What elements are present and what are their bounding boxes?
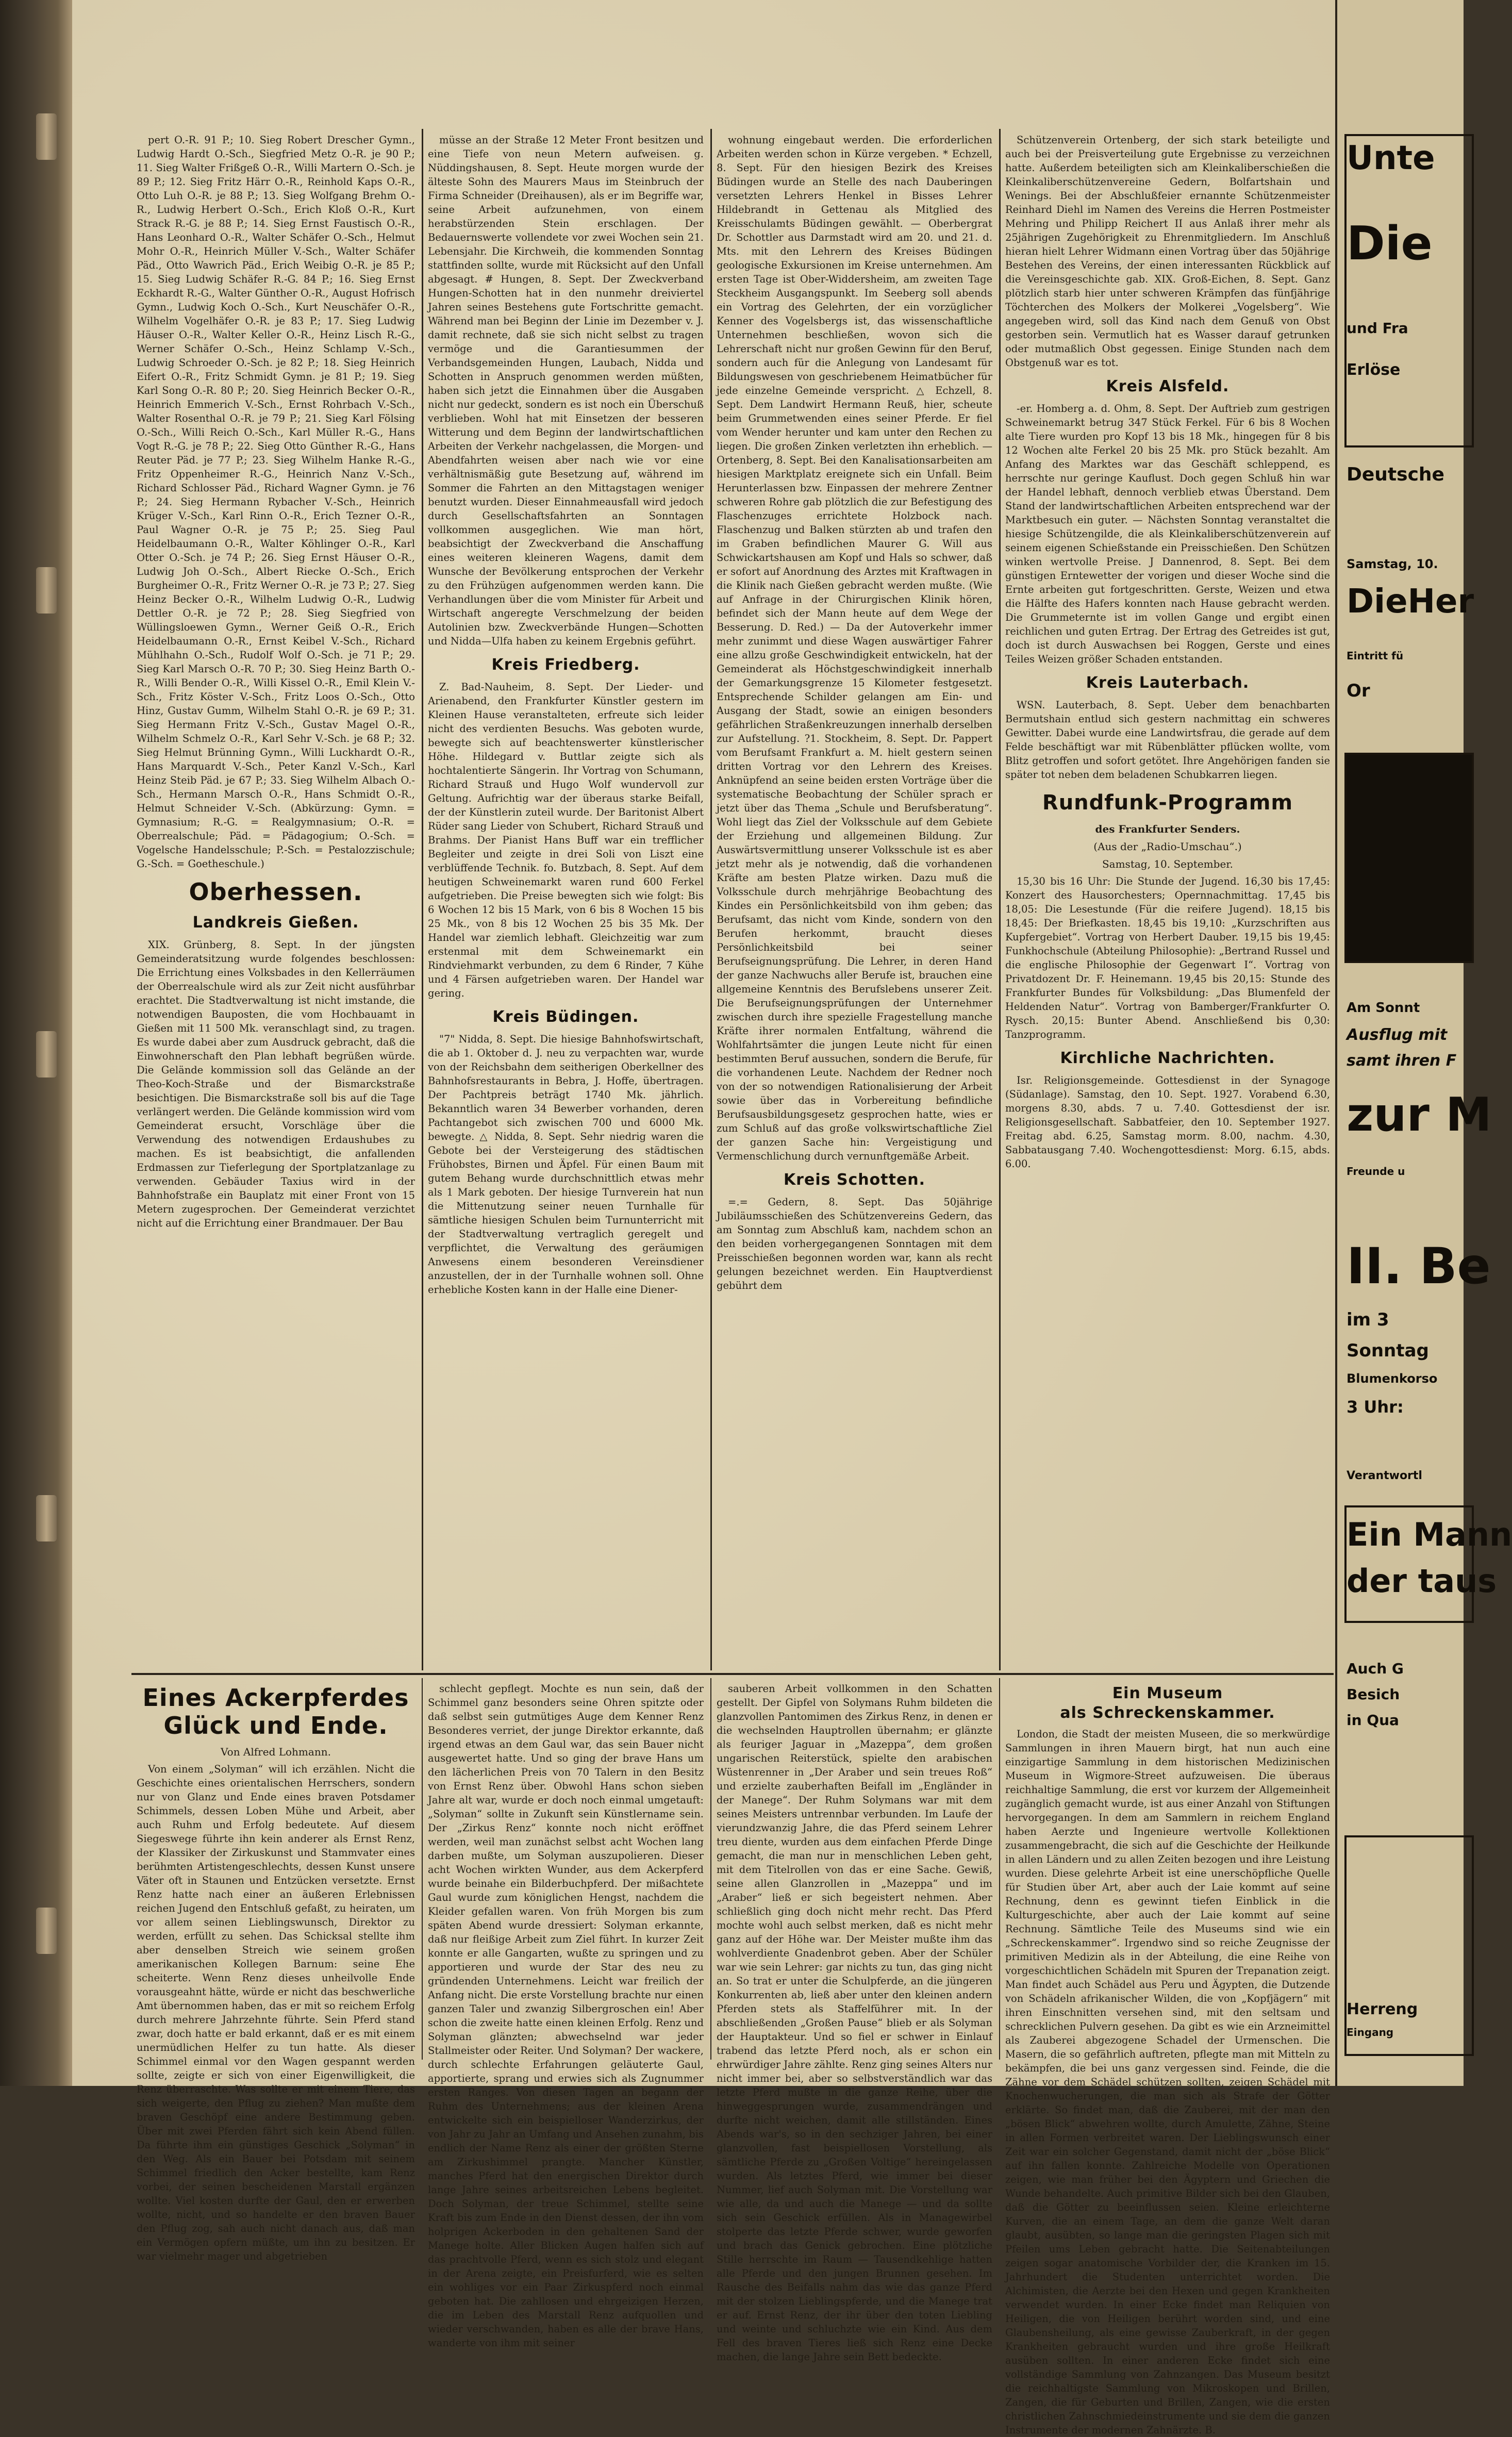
sport-results-text: pert O.-R. 91 P.; 10. Sieg Robert Drescher Gymn., Ludwig Hardt O.-Sch., Siegfried Metz O.-R. je 90 P.; 11. Sieg Walter Frißgeß O.-R., Willi Martern O.-Sch. je 89 P.; 12. Sieg Fritz Härr O.-R., Reinhold Kaps O.-R., Otto Luh O.-R. je 88 P.; 13. Sieg Wolfgang Brehm O.-R., Ludwig Herbert O.-Sch., Erich Kloß O.-R., Kurt Strack R.-G. je 88 P.; 14. Sieg Ernst Faustisch O.-R., Hans Leonhard O.-R., Walter Schäfer O.-Sch., Helmut Mohr O.-R., Heinrich Müller V.-Sch., Walter Schäfer Päd., Otto Wawrich Päd., Erich Weibig O.-R. je 85 P.; 15. Sieg Ludwig Schäfer R.-G. 84 P.; 16. Sieg Ernst Eckhardt R.-G., Walter Günther O.-R., August Hofrisch Gymn., Ludwig Koch O.-Sch., Kurt Neuschäfer O.-R., Wilhelm Vogelhäfer O.-R. je 83 P.; 17. Sieg Ludwig Häuser O.-R., Walter Keller O.-R., Heinz Lisch R.-G., Werner Schäfer O.-Sch., Heinz Schlamp V.-Sch., Ludwig Schroeder O.-Sch. je 82 P.; 18. Sieg Heinrich Eifert O.-R., Fritz Schmidt Gymn. je 81 P.; 19. Sieg Karl Song O.-R. 80 P.; 20. Sieg Heinrich Becker O.-R., Heinrich Emmerich V.-Sch., Ernst Rohrbach V.-Sch., Walter Rosenthal O.-R. je 79 P.; 21. Sieg Karl Fölsing O.-Sch., Willi Reich O.-Sch., Karl Müller R.-G., Hans Vogt R.-G. je 78 P.; 22. Sieg Otto Günther R.-G., Hans Reuter Päd. je 77 P.; 23. Sieg Wilhelm Hanke R.-G., Fritz Oppenheimer R.-G., Heinrich Nanz V.-Sch., Richard Schlosser Päd., Richard Wagner Gymn. je 76 P.; 24. Sieg Hermann Rybacher V.-Sch., Heinrich Krüger V.-Sch., Karl Rinn O.-R., Erich Tezner O.-R., Paul Wagner O.-R. je 75 P.; 25. Sieg Paul Heidelbaumann O.-R., Walter Köhlinger O.-R., Karl Otter O.-Sch. je 74 P.; 26. Sieg Ernst Häuser O.-R., Ludwig Joh O.-Sch., Albert Riecke O.-Sch., Erich Burgheimer O.-R., Fritz Werner O.-R. je 73 P.; 27. Sieg Heinz Becker O.-R., Wilhelm Ludwig O.-R., Ludwig Dettler O.-R. je 72 P.; 28. Sieg Siegfried von Wüllingsloewen Gymn., Werner Geiß O.-R., Erich Heidelbaumann O.-R., Ernst Keibel V.-Sch., Richard Mühlhahn O.-Sch., Rudolf Wolf O.-Sch. je 71 P.; 29. Sieg Karl Marsch O.-R. 70 P.; 30. Sieg Heinz Barth O.-R., Willi Bender O.-R., Willi Kissel O.-R., Emil Klein V.-Sch., Fritz Köster V.-Sch., Fritz Loos O.-Sch., Otto Hinz, Gustav Gumm, Wilhelm Stahl O.-R. je 69 P.; 31. Sieg Hermann Fritz V.-Sch., Gustav Magel O.-R., Wilhelm Schmelz O.-R., Karl Sehr V.-Sch. je 68 P.; 32. Sieg Helmut Brünning Gymn., Willi Luckhardt O.-R., Hans Marquardt V.-Sch., Peter Kanzl V.-Sch., Karl Heinz Steib Päd. je 67 P.; 33. Sieg Wilhelm Albach O.-Sch., Hermann Marsch O.-R., Hans Schmidt O.-R., Helmut Schneider V.-Sch. (Abkürzung: Gymn. = Gymnasium; R.-G. = Realgymnasium; O.-R. = Oberrealschule; Päd. = Pädagogium; O.-Sch. = Vogelsche Handelsschule; P.-Sch. = Pestalozzischule; G.-Sch. = Goetheschule.) xyxy=(137,134,415,870)
section-heading-buedingen: Kreis Büdingen. xyxy=(492,1008,639,1026)
ad-text: zur M xyxy=(1347,1088,1492,1142)
section-heading-friedberg: Kreis Friedberg. xyxy=(491,656,640,674)
ad-text: Ausflug mit xyxy=(1347,1026,1448,1044)
ad-text: Blumenkorso xyxy=(1347,1371,1438,1386)
ad-text: Samstag, 10. xyxy=(1347,557,1438,571)
radio-program-text: 15,30 bis 16 Uhr: Die Stunde der Jugend. 16,30 bis 17,45: Konzert des Hausorchesters; Opernnachmittag. 17,45 bis 18,05: Die Lesestunde (Für die reifere Jugend). 18,15 bis 18,45: Der Briefkasten. 18,45 bis 19,10: „Kurzschriften aus Kupfergebiet“. Vortrag von Herbert Dauber. 19,15 bis 19,45: Funkhochschule (Abteilung Philosophie): „Bertrand Russel und die englische Philosophie der Gegenwart I“. Vortrag von Privatdozent Dr. F. Heinemann. 19,45 bis 20,15: Stunde des Frankfurter Bundes für Volksbildung: „Das Blumenfeld der Heldenden Natur“. Vortrag von Bamberger/Frankfurter O. Rysch. 20,15: Bunter Abend. Anschließend bis 0,30: Tanzprogramm. xyxy=(1005,875,1330,1040)
radio-program-date: Samstag, 10. September. xyxy=(1102,858,1234,870)
column-rule xyxy=(422,1678,423,2060)
column-rule xyxy=(999,129,1001,1670)
ad-dark-box xyxy=(1344,753,1474,963)
radio-program-subtitle: des Frankfurter Senders. xyxy=(1095,823,1240,835)
feuilleton-text-part3: sauberen Arbeit vollkommen in den Schatten gestellt. Der Gipfel von Solymans Ruhm bildeten die glanzvollen Pantomimen des Zirkus Renz, in denen er die wechselnden Hauptrollen übernahm; er glänzte als feuriger Jaguar in „Mazeppa“, dem großen ungarischen Reiterstück, spielte den arabischen Wüstenrenner in „Der Araber und sein treues Roß“ und erzielte zauberhaften Beifall im „Engländer in der Manege“. Der Ruhm Solymans war mit dem seines Meisters untrennbar verbunden. Im Laufe der vierundzwanzig Jahre, die das Pferd seinem Lehrer treu diente, wurden aus dem einfachen Pferde Dinge gemacht, die man nur in menschlichen Leben geht, mit dem Titelrollen von das er eine Sache. Gewiß, seine allen Glanzrollen in „Mazeppa“ und im „Araber“ ließ er sich begeistert nehmen. Aber schließlich ging doch nicht mehr recht. Das Pferd mochte wohl auch selbst merken, daß es nicht mehr ganz auf der Höhe war. Der Meister mußte ihm das wohlverdiente Gnadenbrot geben. Aber der Schüler war wie sein Lehrer: gar nichts zu tun, das ging nicht an. So trat er unter die Schulpferde, an die jüngeren Konkurrenten ab, ließ aber unter den kleinen andern Pferden stets als Staffelführer mit. In der abschließenden „Großen Pause“ blieb er als Solyman der Hauptakteur. Und so fiel er schwer in Einlauf trabend das letzte Pferd noch, als er schon ein ehrwürdiger Jahre zählte. Renz ging seines Alters nur nicht immer bei, aber so selbstverständlich war das letzte Pferd mußte in die ganze Reihe, über die hinweggesprungen wurde, zusammendrängen und durfte nicht weichen, damit alle stillständen. Eines Abends war's, so in den sechziger Jahren, bei einer glanzvollen, fast beispiellosen Vorstellung, als sämtliche Pferde zu „Großen Voltige“ hereingelassen wurden. Als letztes Pferd, wie immer bei dieser Nummer, lief auch Solyman mit. Die Vorstellung war wie alle, da und auch die Manege — und da sollte sich sein Geschick erfüllen. Als in Managewirbel stolperte das letzte Pferde schwer, wurde geworfen und brach das Genick gebrochen. Eine plötzliche Stille herrschte im Raum — Tausendkehlige hatten alle Pferde und den jungen Brunnen gesehen. Im Rausche des Beifalls nahm das wie das ganze Pferd mit der stolzen Lieblingspferde, und die Manege trat er auf. Ernst Renz, der ihr über den toten Liebling und weinte und schluchzte wie ein Kind. Aus dem Fell des braven Tieres ließ sich Renz eine Decke machen, die lange Jahre sein Bett bedeckte. xyxy=(717,1683,992,2363)
ad-text: Besich xyxy=(1347,1686,1400,1703)
section-heading-giessen: Landkreis Gießen. xyxy=(192,914,359,932)
ad-frame xyxy=(1344,1835,1474,2056)
region-heading-oberhessen: Oberhessen. xyxy=(189,878,363,906)
binding-stitch xyxy=(36,567,57,614)
article-echzell: wohnung eingebaut werden. Die erforderlichen Arbeiten werden schon in Kürze vergeben. * Echzell, 8. Sept. Für den hiesigen Bezirk des Kreises Büdingen wurde an Stelle des nach Dauberingen versetzten Lehrers Henkel in Bisses Lehrer Hildebrandt in Gettenau als Mitglied des Kreisschulamts Büdingen gewählt. — Oberbergrat Dr. Schottler aus Darmstadt wird am 20. und 21. d. Mts. mit den Lehrern des Kreises Büdingen geologische Exkursionen im Kreise unternehmen. Am ersten Tage ist Ober-Widdersheim, am zweiten Tage Steckheim Ausgangspunkt. Im Seeberg soll abends ein Vortrag des Gelehrten, der ein vorzüglicher Kenner des Vogelsbergs ist, das wissenschaftliche Unternehmen beschließen, wovon sich die Lehrerschaft nicht nur großen Gewinn für den Beruf, sondern auch für die Anlegung von Landesamt für Bildungswesen von geschriebenem Heimatbücher für jede einzelne Gemeinde verspricht. △ Echzell, 8. Sept. Dem Landwirt Hermann Reuß, hier, scheute beim Grummetwenden eines seiner Pferde. Er fiel vom Wender herunter und kam unter den Rechen zu liegen. Die großen Zinken verletzten ihn erheblich. — Ortenberg, 8. Sept. Bei den Kanalisationsarbeiten am hiesigen Marktplatz ereignete sich ein Unfall. Beim Herunterlassen bzw. Einpassen der mehrere Zentner schweren Rohre gab plötzlich die zur Befestigung des Flaschenzuges errichtete Holzbock nach. Flaschenzug und Balken stürzten ab und trafen den im Graben befindlichen Maurer G. Will aus Schwickartshausen am Kopf und Hals so schwer, daß er sofort auf Anordnung des Arztes mit Kraftwagen in die Klinik nach Gießen gebracht werden mußte. (Wie auf Anfrage in der Chirurgischen Klinik hören, befindet sich der Mann heute auf dem Wege der Besserung. D. Red.) — Da der Autoverkehr immer mehr zunimmt und diese Wagen auswärtiger Fahrer eine allzu große Geschwindigkeit entwickeln, hat der Gemeinderat als Höchstgeschwindigkeit innerhalb der Gemarkungsgrenze 15 Kilometer festgesetzt. Entsprechende Schilder gelangen am Ein- und Ausgang der Stadt, sowie an einigen besonders gefährlichen Straßenkreuzungen innerhalb derselben zur Aufstellung. ?1. Stockheim, 8. Sept. Dr. Pappert vom Berufsamt Frankfurt a. M. hielt gestern seinen dritten Vortrag vor den Lehrern des Kreises. Anknüpfend an seine beiden ersten Vorträge über die systematische Beobachtung der Schüler sprach er jetzt über das Thema „Schule und Berufsberatung“. Wohl liegt das Ziel der Volksschule auf dem Gebiete der Erziehung und allgemeinen Bildung. Zur Auswärtsvermittlung unserer Volksschule ist es aber jetzt mehr als je notwendig, daß die vorhandenen Kräfte am besten Platze wirken. Dazu muß die Volksschule durch mehrjährige Beobachtung des Kindes ein Persönlichkeitsbild von ihm geben; das Berufsamt, das nicht vom Kinde, sondern von den Berufen herkommt, braucht dieses Persönlichkeitsbild bei seiner Berufseignungsprüfung. Die Lehrer, in deren Hand der ganze Nachwuchs aller Berufe ist, brauchen eine allgemeine Kenntnis des Berufslebens unserer Zeit. Die Berufseignungsprüfungen der Unternehmer zwischen durch ihre spezielle Fragestellung manche Kräfte ihrer normalen Entfaltung, während die Wohlfahrtsämter die jungen Leute nicht für einen bestimmten Beruf aussuchen, sondern die Berufe, für die vorhandenen Leute. Nachdem der Redner noch von der so notwendigen Rationalisierung der Arbeit sowie über das in Vorbereitung befindliche Berufsausbildungsgesetz gesprochen hatte, wies er zum Schluß auf das große volkswirtschaftliche Ziel der ganzen Sache hin: Vergeistigung und Vermenschlichung durch vernunftgemäße Arbeit. xyxy=(717,134,992,1162)
ad-text: Sonntag xyxy=(1347,1340,1429,1361)
ad-text: Herreng xyxy=(1347,2000,1418,2018)
news-column-2 xyxy=(428,133,704,1672)
ad-text: und Fra xyxy=(1347,320,1408,337)
article-ortenberg-schuetzen: Schützenverein Ortenberg, der sich stark beteiligte und auch bei der Preisverteilung gute Ergebnisse zu verzeichnen hatte. Außerdem beteiligten sich am Kleinkaliberschießen die Kleinkaliberschützenvereine Gedern, Bolfartshain und Wenings. Bei der Abschlußfeier ernannte Schützenmeister Reinhard Diehl im Namen des Vereins die Herren Postmeister Mehring und Philipp Reichert II aus Anlaß ihrer mehr als 25jährigen Zugehörigkeit zu Ehrenmitgliedern. Im Anschluß hieran hielt Lehrer Widmann einen Vortrag über das 50jährige Bestehen des Vereins, der einen interessanten Rückblick auf die Vereinsgeschichte gab. XIX. Groß-Eichen, 8. Sept. Ganz plötzlich starb hier unter schweren Krämpfen das fünfjährige Töchterchen des Molkers der Molkerei „Vogelsberg“. Wie angegeben wird, soll das Kind nach dem Genuß von Obst gestorben sein. Vermutlich hat es Wasser darauf getrunken oder mutmaßlich Obst gegessen. Einige Stunden nach dem Obstgenuß war es tot. xyxy=(1005,134,1330,369)
article-bad-nauheim: Z. Bad-Nauheim, 8. Sept. Der Lieder- und Arienabend, den Frankfurter Künstler gestern im Kleinen Hause veranstalteten, erfreute sich leider nicht des verdienten Besuchs. Was geboten wurde, bewegte sich auf beachtenswerter künstlerischer Höhe. Hildegard v. Buttlar zeigte sich als hochtalentierte Sängerin. Ihr Vortrag von Schumann, Richard Strauß und Hugo Wolf wundervoll zur Geltung. Aufrichtig war der überaus starke Beifall, der der Künstlerin zuteil wurde. Der Baritonist Albert Rüder sang Lieder von Schubert, Richard Strauß und Brahms. Der Pianist Hans Buff war ein trefflicher Begleiter und zeigte in drei Soli von Liszt eine verblüffende Technik. fo. Butzbach, 8. Sept. Auf dem heutigen Schweinemarkt waren rund 600 Ferkel aufgetrieben. Die Preise bewegten sich wie folgt: Bis 6 Wochen 12 bis 15 Mark, von 6 bis 8 Wochen 15 bis 25 Mk., von 8 bis 12 Wochen 25 bis 35 Mk. Der Handel war ziemlich lebhaft. Gleichzeitig war zum erstenmal mit dem Schweinemarkt ein Rindviehmarkt verbunden, zu dem 6 Rinder, 7 Kühe und 4 Färsen aufgetrieben waren. Der Handel war gering. xyxy=(428,681,704,999)
news-column-1 xyxy=(137,133,415,1672)
advertisement-column xyxy=(1335,0,1512,2086)
feuilleton-separator xyxy=(131,1673,1334,1675)
article-gedern: =.= Gedern, 8. Sept. Das 50jährige Jubiläumsschießen des Schützenvereins Gedern, das am Sonntag zum Abschluß kam, nachdem schon an den beiden vorhergegangenen Sonntagen mit dem Preisschießen begonnen worden war, kann als recht gelungen bezeichnet werden. Ein Hauptverdienst gebührt dem xyxy=(717,1196,992,1291)
feuilleton-text-part1: Von einem „Solyman“ will ich erzählen. Nicht die Geschichte eines orientalischen Herrschers, sondern nur von Glanz und Ende eines braven Potsdamer Schimmels, dessen Loben Mühe und Arbeit, aber auch Ruhm und Erfolg bedeutete. Auf diesem Siegeswege führte ihn kein anderer als Ernst Renz, der Klassiker der Zirkuskunst und Stammvater eines berühmten Artistengeschlechts, dessen Kunst unsere Väter oft in Staunen und Entzücken versetzte. Ernst Renz hatte nach einer an äußeren Erlebnissen reichen Jugend den Entschluß gefaßt, zu heiraten, um vor allem seinen Lieblingswunsch, Direktor zu werden, erfüllt zu sehen. Das Schicksal stellte ihm aber denselben Streich wie seinem großen amerikanischen Kollegen Barnum: seine Ehe scheiterte. Wenn Renz dieses unheilvolle Ende vorausgeahnt hätte, würde er nicht das beschwerliche Amt übernommen haben, das er mit so reichem Erfolg durch mehrere Jahrzehnte führte. Sein Pferd stand zwar, doch hatte er bald erkannt, daß er es mit einem unermüdlichen Helfer zu tun hatte. Als dieser Schimmel einmal vor den Wagen gespannt werden sollte, zeigte er sich von einer Eigenwilligkeit, die Renz überraschte. Was sollte er mit einem Tiere, das sich weigerte, den Pflug zu ziehen? Man mußte dem braven Geschöpf eine andere Bestimmung geben. Über mit zwei Pferden fährt sich kein Abend füllen. Da führte ihm ein günstiges Geschick „Solyman“ in den Weg. Als ein Bauer bei Potsdam mit seinem Schimmel friedlich den Acker bestellte, kam Renz vorbei, der seinen bescheidenen Marstall ergänzen wollte. Viel kosten durfte der Gaul, den er erwerben wollte, nicht, und so handelte er den braven Bauer den Pflug zog, sah auch nicht danach aus, daß man ein Vermögen opfern müßte, um ihn zu besitzen. Er war vielmehr mager und abgetrieben xyxy=(137,1763,415,2262)
museum-title-line1: Ein Museum xyxy=(1112,1684,1223,1702)
news-column-4 xyxy=(1005,133,1330,1672)
ad-text: der taus xyxy=(1347,1562,1497,1600)
radio-program-heading: Rundfunk-Programm xyxy=(1042,791,1293,815)
column-rule xyxy=(999,1678,1000,2060)
ad-text: Auch G xyxy=(1347,1660,1404,1677)
feuilleton-column-1 xyxy=(137,1682,415,2262)
feuilleton-text-part2: schlecht gepflegt. Mochte es nun sein, daß der Schimmel ganz besonders seine Ohren spitzte oder daß selbst sein gutmütiges Auge dem Kenner Renz Besonderes verriet, der junge Direktor erkannte, daß irgend etwas an dem Gaul war, das sein Bauer nicht ausgewertet hatte. Und so ging der brave Hans um den lächerlichen Preis von 70 Talern in den Besitz von Ernst Renz über. Obwohl Hans schon sieben Jahre alt war, wurde er doch noch einmal umgetauft: „Solyman“ sollte in Zukunft sein Künstlername sein. Der „Zirkus Renz“ konnte noch nicht eröffnet werden, weil man zunächst selbst acht Wochen lang darben mußte, um Solyman auszupolieren. Dieser acht Wochen wirkten Wunder, aus dem Ackerpferd wurde beinahe ein Bilderbuchpferd. Der mißachtete Gaul wurde zum königlichen Hengst, nachdem die Kleider gefallen waren. Von früh Morgen bis zum späten Abend wurde dressiert: Solyman erkannte, daß nur fleißige Arbeit zum Ziel führt. In kurzer Zeit konnte er alle Gangarten, wußte zu springen und zu apportieren und wurde der Star des neu zu gründenden Unternehmens. Leicht war freilich der Anfang nicht. Die erste Vorstellung brachte nur einen ganzen Taler und zwanzig Silbergroschen ein! Aber schon die zweite hatte einen kleinen Erfolg. Renz und Solyman glänzten; abwechselnd war jeder Stallmeister oder Reiter. Und Solyman? Der wackere, durch schlechte Erfahrungen geläuterte Gaul, apportierte, sprang und erwies sich als Zugnummer ersten Ranges. Von diesen Tagen an begann der Ruhm des Unternehmens; aus der kleinen Arena entwickelte sich ein beispielloser Wanderzirkus, der von Jahr zu Jahr an Umfang und Ansehen zunahm, bis endlich der Name Renz als einer der größten Sterne am Zirkushimmel prangte. Mancher Künstler, manches Pferd hat den energischen Direktor durch lange Jahre seines arbeitsreichen Lebens begleitet. Doch Solyman, der treue Schimmel, stellte seine Kraft bis zum Ende in den Dienst dessen, der ihn vom holprigen Ackerboden in den gehaltenen Sand der Manege holte. Aller Blicken Augen halfen sich auf das prachtvolle Pferd, wenn es sich stolz und elegant in der Arena zeigte, ein Preisfurferd, wie es selten ein wohliges vor ein Paar Zirkuspferd noch einmal geboten hat. Die zahllosen und ehrgeizigen Herzen, die im Leben des Marstall Renz aufquollen und wieder verschwanden, haben es alle der brave Hans, wanderte von ihm mit seiner xyxy=(428,1683,704,2349)
ad-text: Unte xyxy=(1347,139,1435,177)
church-news-heading: Kirchliche Nachrichten. xyxy=(1060,1049,1275,1067)
feuilleton-title-line1: Eines Ackerpferdes xyxy=(142,1684,409,1712)
ad-text: im 3 xyxy=(1347,1309,1389,1330)
ad-text: DieHer xyxy=(1347,583,1474,621)
article-homberg: -er. Homberg a. d. Ohm, 8. Sept. Der Auftrieb zum gestrigen Schweinemarkt betrug 347 Stück Ferkel. Für 6 bis 8 Wochen alte Tiere wurden pro Kopf 13 bis 18 Mk., hingegen für 8 bis 12 Wochen alte Ferkel 20 bis 25 Mk. pro Stück bezahlt. Am Anfang des Marktes war das Geschäft schleppend, es herrschte nur geringe Kauflust. Doch gegen Schluß hin war der Handel lebhaft, dennoch verblieb etwas Überstand. Dem Stand der landwirtschaftlichen Arbeiten entsprechend war der Marktbesuch ein guter. — Nächsten Sonntag veranstaltet die hiesige Schützengilde, die als Kleinkaliberschützenverein auf seinem eigenen Schießstande ein Preisschießen. Den Schützen winken wertvolle Preise. J Dannenrod, 8. Sept. Bei dem günstigen Erntewetter der vorigen und dieser Woche sind die Ernte arbeiten gut fortgeschritten. Gerste, Weizen und etwa die Hälfte des Hafers konnten nach Hause gebracht werden. Die Grummeternte ist im vollen Gange und ergibt einen reichlichen und guten Ertrag. Der Ertrag des Getreides ist gut, doch ist durch Auswachsen bei Roggen, Gerste und eines Teiles Weizen größer Schaden entstanden. xyxy=(1005,403,1330,665)
article-hungen: müsse an der Straße 12 Meter Front besitzen und eine Tiefe von neun Metern aufweisen. g. Nüddingshausen, 8. Sept. Heute morgen wurde der älteste Sohn des Maurers Maus im Steinbruch der Firma Schneider (Dreihausen), als er im Begriffe war, seine Arbeit aufzunehmen, von einem herabstürzenden Stein erschlagen. Der Bedauernswerte vollendete vor zwei Wochen sein 21. Lebensjahr. Die Kirchweih, die kommenden Sonntag stattfinden sollte, wurde mit Rücksicht auf den Unfall abgesagt. # Hungen, 8. Sept. Der Zweckverband Hungen-Schotten hat in den nunmehr dreiviertel Jahren seines Bestehens gute Fortschritte gemacht. Während man bei Beginn der Linie im Dezember v. J. damit rechnete, daß sie sich nicht selbst zu tragen vermöge und die Garantiesummen der Verbandsgemeinden Hungen, Laubach, Nidda und Schotten in Anspruch genommen werden müßten, haben sich jetzt die Einnahmen über die Ausgaben nicht nur gedeckt, sondern es ist noch ein Überschuß verblieben. Wohl hat mit Einsetzen der besseren Witterung und dem Beginn der landwirtschaftlichen Arbeiten der Verkehr nachgelassen, die Morgen- und Abendfahrten weisen aber nach wie vor eine verhältnismäßig gute Besetzung auf, während im Sommer die Fahrten an den Mittagstagen weniger benutzt wurden. Dieser Einnahmeausfall wird jedoch durch Gesellschaftsfahrten an Sonntagen vollkommen ausgeglichen. Wie man hört, beabsichtigt der Zweckverband die Anschaffung eines weiteren kleineren Wagens, damit dem Wunsche der Bevölkerung entsprochen der Verkehr zu den Frühzügen aufgenommen werden kann. Die Verhandlungen über die vom Minister für Arbeit und Wirtschaft angeregte Verschmelzung der beiden Autolinien bzw. Zweckverbände Hungen—Schotten und Nidda—Ulfa haben zu keinem Ergebnis geführt. xyxy=(428,134,704,647)
ad-text: Eingang xyxy=(1347,2026,1394,2038)
feuilleton-column-2 xyxy=(428,1682,704,2349)
feuilleton-column-3 xyxy=(717,1682,992,2363)
ad-text: Erlöse xyxy=(1347,361,1401,379)
ad-text: Die xyxy=(1347,217,1433,271)
ad-text: Freunde u xyxy=(1347,1165,1405,1178)
ad-text: Ein Mann xyxy=(1347,1516,1512,1553)
feuilleton-author: Von Alfred Lohmann. xyxy=(221,1746,331,1758)
column-rule xyxy=(710,1678,711,2060)
section-heading-lauterbach: Kreis Lauterbach. xyxy=(1086,674,1250,692)
museum-article-column xyxy=(1005,1682,1330,2436)
binding-stitch xyxy=(36,1031,57,1077)
article-lauterbach: WSN. Lauterbach, 8. Sept. Ueber dem benachbarten Bermutshain entlud sich gestern nachmittag ein schweres Gewitter. Dabei wurde eine Landwirtsfrau, die gerade auf dem Felde beschäftigt war mit Rübenblätter pflücken wollte, vom Blitz getroffen und sofort getötet. Ihre Angehörigen fanden sie später tot neben dem beladenen Schubkarren liegen. xyxy=(1005,699,1330,781)
museum-article-text: London, die Stadt der meisten Museen, die so merkwürdige Sammlungen in ihren Mauern birgt, hat nun auch eine einzigartige Sammlung in dem historischen Medizinischen Museum in Wigmore-Street aufzuweisen. Die überaus reichhaltige Sammlung, die erst vor kurzem der Allgemeinheit zugänglich gemacht wurde, ist aus einer Anzahl von Stiftungen hervorgegangen. In dem am Sammlern in reichem England haben Aerzte und Ingenieure wertvolle Kollektionen zusammengebracht, die sich auf die Geschichte der Heilkunde in allen Ländern und zu allen Zeiten bezogen und ihre Leistung wurden. Diese gelehrte Arbeit ist eine unerschöpfliche Quelle für Studien über Art, aber auch der Laie kommt auf seine Rechnung, denn es gewinnt tiefen Einblick in die Kulturgeschichte, aber auch der Laie kommt auf seine Rechnung. Sämtliche Teile des Museums sind wie ein „Schreckenskammer“. Irgendwo sind so reiche Zeugnisse der primitiven Medizin als in der Abteilung, die eine Reihe von vorgeschichtlichen Schädeln mit Spuren der Trepanation zeigt. Man findet auch Schädel aus Peru und Ägypten, die Dutzende von Schädeln afrikanischer Wilden, die von „Kopfjägern“ mit ihren Einschnitten versehen sind, mit den seltsam und schrecklichen Pulvern gesehen. Da gibt es wie ein Arzneimittel als Zauberei abgezogene Schadel der Urmenschen. Die Masern, die so gefährlich auftreten, pflegte man mit Mitteln zu bekämpfen, die bei uns ganz vergessen sind. Feinde, die die Zähne vor dem Schädel schützen sollten, zeigen Schädel mit Knochenwucherungen, die man sich als Strafe der Götter erklärte. So findet man, daß die Zauberei, mit der man den „bösen Blick“ abwehren wollte, durch Amulette, Zähne, Steine in allen Formen verbreitet waren. Der Lieblingswunsch einer Zeit war ein solcher Gegenstand, damit nicht der „böse Blick“ auf ihn fallen konnte. Zahlreiche Modelle von Operationen zeigen, wie man früher bei den Ägyptern und Griechen die Wunde behandelte. Auch primitive Bilder sich bei den Glauben, daß die Götter zu beeinflussen seien. Kleine erleichterne Kurven, die an einem Tage, an dem die ganze Welt daran glaubt, ausübten, so lange man die geringsten Plagen sich mit Pfeilen ums Leben gebracht hatte. Die Seitenabteilungen zeigen sogar anatomische Vorbilder der, die Kranken im 15. Jahrhundert die Studenten unterrichtet worden. Die Alchimisten, die Aerzte bei den Hexen und gegen Krankheiten verwendet wurden. In einer Ecke findet man Reliquien von Heiligen, die von Heiligen berührt worden sind, und eine Glaubensheilung, als eine gewisse Zauberkraft, in der gegen Krankheiten gebraucht wurden und ihre große Heilkraft ausüben sollten. In einer anderen Ecke findet sich eine vollständige Sammlung von Zahnzangen. Das Museum besitzt die reichhaltigste Sammlung von Mikroskopen und Brillen, Zangen, die für Geburten und Brillen, Zangen, wie die ersten christlichen Zahnschmiedeinstrumente und sie dem die ganzen Instrumente der modernen Zahnärzte. B. xyxy=(1005,1728,1330,2436)
column-rule xyxy=(422,129,423,1670)
ad-text: samt ihren F xyxy=(1347,1052,1457,1070)
ad-text: Am Sonnt xyxy=(1347,1000,1420,1016)
binding-stitch xyxy=(36,113,57,160)
ad-text: Verantwortl xyxy=(1347,1469,1422,1482)
binding-stitch xyxy=(36,1908,57,1954)
ad-text: Eintritt fü xyxy=(1347,650,1404,662)
column-rule xyxy=(710,129,712,1670)
ad-text: Deutsche xyxy=(1347,464,1444,485)
ad-frame xyxy=(1344,134,1474,447)
church-news-text: Isr. Religionsgemeinde. Gottesdienst in der Synagoge (Südanlage). Samstag, den 10. Sept. 1927. Vorabend 6.30, morgens 8.30, abds. 7 u. 7.40. Gottesdienst der isr. Religionsgesellschaft. Sabbatfeier, den 10. September 1927. Freitag abd. 6.25, Samstag morm. 8.00, nachm. 4.30, Sabbatausgang 7.40. Wochengottesdienst: Morg. 6.15, abds. 6.00. xyxy=(1005,1074,1330,1170)
ad-text: Or xyxy=(1347,681,1370,701)
section-heading-schotten: Kreis Schotten. xyxy=(783,1171,926,1189)
binding-stitch xyxy=(36,1495,57,1541)
newspaper-page xyxy=(72,0,1512,2436)
article-nidda: "7" Nidda, 8. Sept. Die hiesige Bahnhofswirtschaft, die ab 1. Oktober d. J. neu zu verpachten war, wurde von der Reichsbahn dem seitherigen Oberkellner des Bahnhofsrestaurants in Bebra, J. Hoffe, übertragen. Der Pachtpreis beträgt 1740 Mk. jährlich. Bekanntlich waren 34 Bewerber vorhanden, deren Pachtangebot sich zwischen 700 und 6000 Mk. bewegte. △ Nidda, 8. Sept. Sehr niedrig waren die Gebote bei der Versteigerung des städtischen Frühobstes, Birnen und Äpfel. Für einen Baum mit gutem Behang wurde durchschnittlich etwas mehr als 1 Mark geboten. Der hiesige Turnverein hat nun die Mittenutzung seiner neuen Turnhalle für sämtliche hiesigen Schulen beim Turnunterricht mit der Stadtverwaltung vertraglich geregelt und verpflichtet, die Verwaltung des geräumigen Anwesens einem besonderen Vereinsdiener anzustellen, der in der Turnhalle wohnen soll. Ohne erhebliche Kosten kann in der Halle eine Diener- xyxy=(428,1033,704,1296)
section-heading-alsfeld: Kreis Alsfeld. xyxy=(1106,377,1229,395)
ad-text: 3 Uhr: xyxy=(1347,1397,1404,1417)
book-binding xyxy=(0,0,72,2086)
museum-title-line2: als Schreckenskammer. xyxy=(1060,1704,1275,1722)
news-column-3 xyxy=(717,133,992,1672)
ad-text: in Qua xyxy=(1347,1712,1399,1729)
ad-text: II. Be xyxy=(1347,1237,1491,1295)
radio-program-source: (Aus der „Radio-Umschau“.) xyxy=(1093,840,1242,853)
article-gruenberg: XIX. Grünberg, 8. Sept. In der jüngsten Gemeinderatsitzung wurde folgendes beschlossen: Die Errichtung eines Volksbades in den Kellerräumen der Oberrealschule wird als zur Zeit nicht ausführbar erachtet. Die Stadtverwaltung ist nicht imstande, die notwendigen Bauposten, die vom Hochbauamt in Gießen mit 11 500 Mk. veranschlagt sind, zu tragen. Es wurde dabei aber zum Ausdruck gebracht, daß die Einwohnerschaft den Plan lebhaft begrüßen würde. Die Gelände kommission soll das Gelände an der Theo-Koch-Straße und der Bismarckstraße besichtigen. Die Bismarckstraße soll bis auf die Tage verlängert werden. Die Gelände kommission wird vom Gemeinderat ersucht, Vorschläge über die Verwendung des notwendigen Erdaushubes zu machen. Es ist beabsichtigt, die anfallenden Erdmassen zur Tieferlegung der Sportplatzanlage zu verwenden. Gebäuder Taxius wird in der Bahnhofstraße ein Bauplatz mit einer Front von 15 Metern zugesprochen. Der Gemeinderat verzichtet nicht auf die Errichtung einer Brandmauer. Der Bau xyxy=(137,939,415,1229)
feuilleton-title-line2: Glück und Ende. xyxy=(163,1712,388,1739)
